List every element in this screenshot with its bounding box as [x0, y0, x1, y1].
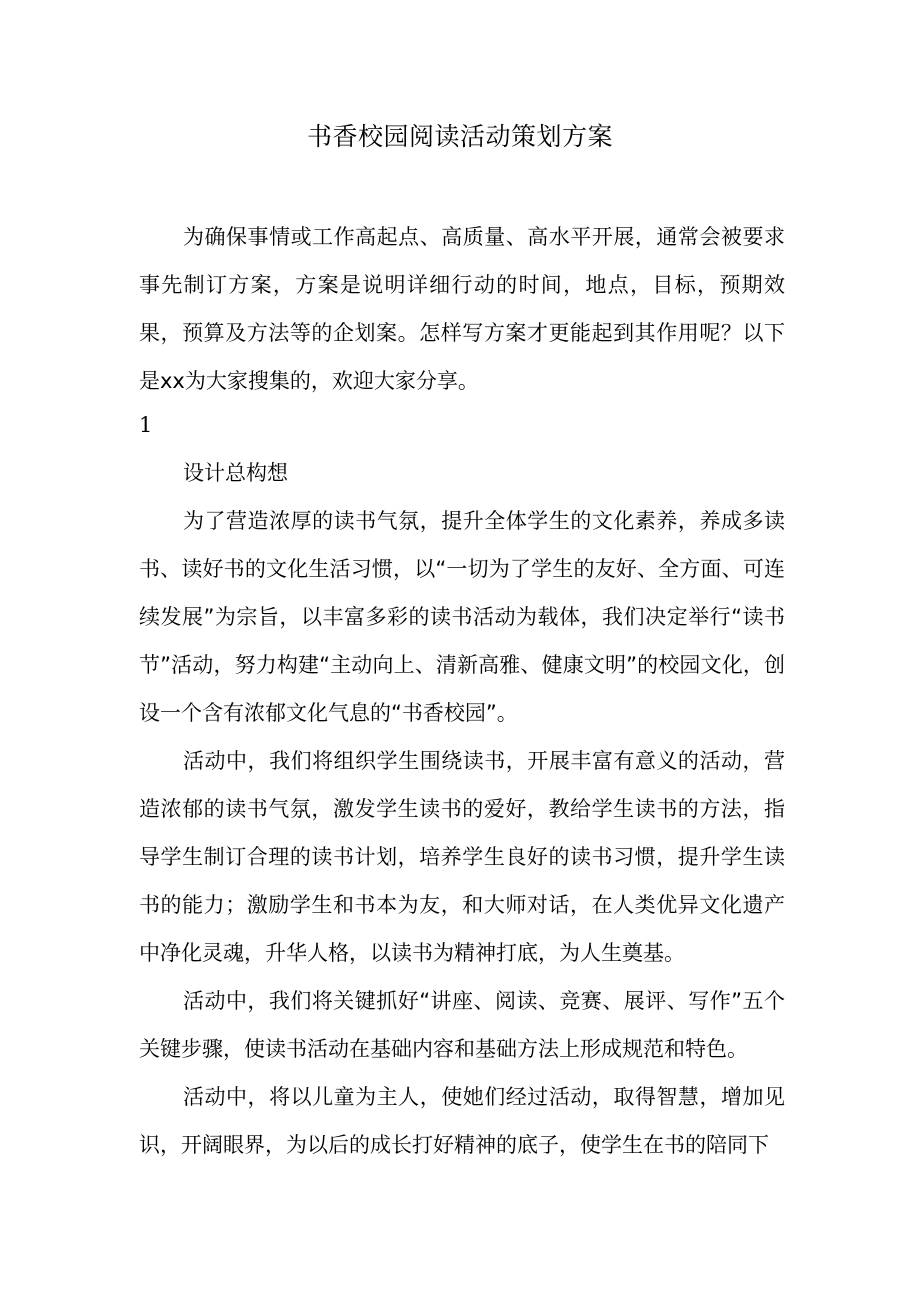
body-paragraph-1: 为了营造浓厚的读书气氛，提升全体学生的文化素养，养成多读书、读好书的文化生活习惯，以“一切为了学生的友好、全方面、可连续发展”为宗旨，以丰富多彩的读书活动为载体，我们决定举行“读书节”活动，努力构建“主动向上、清新高雅、健康文明”的校园文化，创设一个含有浓郁文化气息的“书香校园”。 [139, 509, 785, 725]
section-number: 1 [139, 413, 153, 437]
body-paragraph-4: 活动中，将以儿童为主人，使她们经过活动，取得智慧，增加见识，开阔眼界，为以后的成长打好精神的底子，使学生在书的陪同下 [139, 1085, 785, 1157]
intro-paragraph: 为确保事情或工作高起点、高质量、高水平开展，通常会被要求事先制订方案，方案是说明详细行动的时间，地点，目标，预期效果，预算及方法等的企划案。怎样写方案才更能起到其作用呢？以下是xx为大家搜集的，欢迎大家分享。 [139, 225, 785, 393]
body-paragraph-2: 活动中，我们将组织学生围绕读书，开展丰富有意义的活动，营造浓郁的读书气氛，激发学生读书的爱好，教给学生读书的方法，指导学生制订合理的读书计划，培养学生良好的读书习惯，提升学生读书的能力；激励学生和书本为友，和大师对话，在人类优异文化遗产中净化灵魂，升华人格，以读书为精神打底，为人生奠基。 [139, 749, 785, 965]
section-heading: 设计总构想 [183, 461, 288, 485]
body-paragraph-3: 活动中，我们将关键抓好“讲座、阅读、竞赛、展评、写作”五个关键步骤，使读书活动在基础内容和基础方法上形成规范和特色。 [139, 989, 785, 1061]
document-title: 书香校园阅读活动策划方案 [306, 122, 613, 151]
